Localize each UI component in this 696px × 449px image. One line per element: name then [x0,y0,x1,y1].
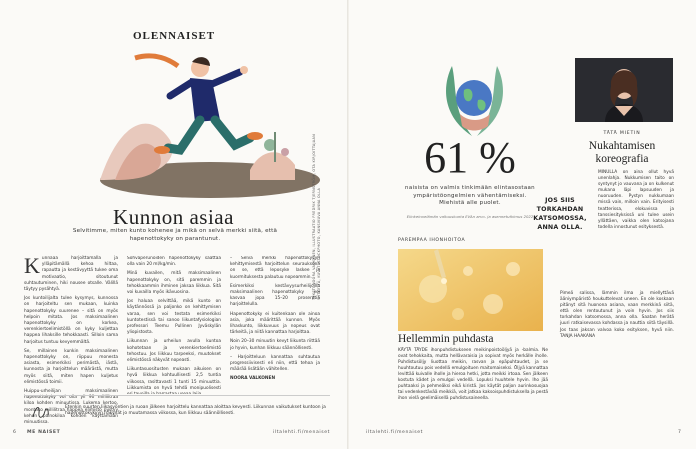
drop-cap: K [24,253,40,278]
author-portrait [575,58,673,122]
section-tag-column: TÄTÄ MIETIN [603,131,641,136]
col1-paragraph: Jos kuntoilijalta tulee kysymys, kunnossa on harjoiteltu sen mukaan, kuinka hapenottokyky suurenee – sitä on myös helpoin mitata. Jos maksimaalinen hapenottokyky on korkea, verenkiertoelimistöllä on kyky kuljettaa happea lihaksille tehokkaasti. Silloin sama harjoitus tuntuu kevyemmältä. [24,296,118,345]
article-lead: Selvitimme, miten kunto kohenee ja mikä on selvä merkki siitä, että hapenottokyky on parantunut. [72,228,278,242]
col1-paragraph: unnaaa harjoittamalla ja ylläpitämällä kehoa hiltaa, rapautta ja kestävyyttä tukee oma motivaatio, sitoutunut suhtautuminen, hiki nousee otsalle. Välillä täytyy pysähtyä. [24,256,118,293]
footer-magazine-name: ME NAISET [27,430,61,435]
section-tag-skincare: PAREMPAA IHONHOITOA [398,238,466,243]
author-name: NOORA VALKONEN [230,376,276,382]
article-column-3 [230,256,320,394]
col1-paragraph: Huippu-urheilijan maksimaalinen hapenottokyky voi olla yli 90 millilitraa kiloa kohden minuutissa. Lukema kertoo, montako millilitraa happea elimistö pystyy kehon painokiloa kohden käyttämään minuutissa. [24,389,118,426]
footer-url-left: iltalehti.fi/menaiset [273,430,331,435]
col1-paragraph: Se, millainen kunkin maksimaalinen hapenottokyky on, riippuu monesta asiasta, esimerkiksi perimästä, iästä, kunnosta ja harjoittelun määrästä, mutta myös siitä, miten hapen kuljetus elimistössä toimii. [24,348,118,385]
section-tag: OLENNAISET [133,30,216,42]
closing-note: Etenkin suurten liikasyöntien ja ruoan jälkeen harjoittelu kannattaa aloittaa kevyesti. Liikunnan vaikutukset kuntoon ja hapenottokykyyn näkyvät jo muutamassa viikossa, kun liikkuu säännöllisesti. [65,405,326,417]
credits-text: TEKSTI NOORA VALKONEN, ILLUSTRAATIO FREDRIK TJERNSTRÖM, OTA KIRJOITTAJAAN YHTEYTTÄ, KUVAT ISTOCKPHOTO, KANSIKUVA ANNA OLLA [312,134,321,300]
skincare-body: KÄYTÄ TÄYDE ihonpuhdistukseen meikinpoistoöljyä ja -balmia. Ne ovat tehokkaita, mutta hellävaraisia ja sopivat myös herkälle iholle. Puhdistusöljy liuottaa meikin, rasvan ja epäpuhtaudet, ja se huuhtoutuu pois vedellä emulgoituen maitomaiseksi. Öljyä kannattaa levittää kuivalle iholle ja hieroa hetki, jotta meikki irtoaa. Sen jälkeen kostuta kädet ja emulgoi vedellä. Lopuksi huuhtele hyvin. Iho jää puhtaaksi ja pehmeäksi eikä kiristä. Jos käytät paljon aurinkosuojaa tai vedenkestävää meikkiä, voit jatkaa kaksoispuhdistuksella ja pestä ihon vielä geelimäisellä puhdistusaineella. [398,348,548,401]
earth-hands-illustration [432,56,517,141]
running-man-illustration [60,40,330,200]
col3-paragraph: Hapenottokyky ei kuitenkaan ole ainoa asia, joka määrittää kunnon. Myös lihaskunto, liikkuvuus ja nopeus ovat tärkeitä, ja niitä kannattaa harjoittaa. [230,311,320,336]
col2-paragraph: Minä kuvailen, mitä maksimaalinen hapenottokyky on, sitä paremmin ja tehokkaammin ihminen jaksaa liikkua. Sitä voi kuvailla myös ikävuosina. [127,271,221,296]
article-title: Kunnon asiaa [113,205,234,229]
signature-icon [30,401,52,423]
col2-paragraph: Sohvaperunoiden hapenottokyky saattaa olla vain 20 ml/kg/min. [127,256,221,268]
col2-paragraph: Liikunnan ja urheilun avulla kuntoa kohotetaan ja verenkiertoelimistö tehostuu. Jos liikkuu tarpeeksi, muutokset elimistössä näkyvät nopeasti. [127,339,221,364]
column-title: Nukahtamisen koreografia [588,140,656,165]
footer-page-number-left: 6 [13,430,17,435]
col3-paragraph: Esimerkiksi kestävyysurheilijoilla maksimaalinen hapenottokyky voi kasvaa jopa 15–20 prosenttia harjoittelulla. [230,283,320,308]
pull-quote: JOS SIIS TORKAHDAN KATSOMOSSA, ANNA OLLA. [533,197,587,231]
skincare-title: Hellemmin puhdasta [398,333,494,345]
page-gutter [347,0,349,449]
column-body: MINULLA on aina ollut hyvä unenlahja. Nukkumisen taito on syntynyt jo vauvana ja on kulkenut mukana läpi lapsuuden ja nuoruuden. Pystyn nukkumaan missä vain, milloin vain. Erityisesti teatterissa, elokuvissa ja tanssiesityksissä uni tulee usein yllättäen, vaikka olen katsojana todella innostunut esityksestä. [598,170,674,230]
col3-paragraph: – Selvä merkki hapenottokyvyn kehittymisestä harjoittelun seurauksena on se, että leposyke laskee ja kuormituksesta palautuu nopeammin. [230,256,320,280]
footer-page-number-right: 7 [678,430,682,435]
col3-paragraph: – Harjoitteluun kannattaa suhtautua progressiivisesti eli niin, että tehoa ja määrää lisätään vähitellen. [230,354,320,373]
statistic-value: 61 % [424,133,516,182]
statistic-source: Elinkeinoelämän valtuuskunta EVAn arvo- ja asennetutkimus 2022 [406,214,534,219]
column-body-continued: Pimeä salissa, lämmin ilma ja miellyttävä ääniympäristö houkuttelevat uneen. En ole koskaan pitänyt sitä huonona asiana, vaan merkkinä siitä, että olen rentoutunut ja voin hyvin. Jos siis torkahdan katsomossa, anna olla. Saatan herätä juuri ratkaisevassa kohdassa ja nauttia siitä täysillä. Jos taas jaksan valvoa koko esityksen, hyvä niin. TANJA HAAKANA [560,291,674,339]
divider [24,395,330,396]
col2-paragraph: Liikuntasuositusten mukaan aikuisen on hyvä liikkua kohtuullisesti 2,5 tuntia viikossa, rasittavasti 1 tunti 15 minuuttia. Liikkumista on hyvä tehdä monipuolisesti [127,367,221,391]
portrait-photo [575,58,673,122]
cleansing-oil-photo [398,249,543,331]
footer-url-right: iltalehti.fi/menaiset [366,430,424,435]
photo-credits [312,120,328,300]
statistic-text: naisista on valmis tinkimään elintasostaan ympäristöongelmien vähentämiseksi. Miehistä alle puolet. [405,185,535,207]
col2-paragraph: Jos haluaa selvittää, mikä kunto on käytännössä ja paljonko on kehittymisen varaa, sen voi testata esimerkiksi kuntotestissä tai sanoo liikuntafysiologian professori Teemu Pullinen Jyväskylän yliopistosta. [127,299,221,336]
col3-paragraph: Noin 20–30 minuutin kevyt liikunta riittää jo hyvin, kunhan liikkuu säännöllisesti. [230,339,320,351]
article-column-2 [127,256,221,394]
